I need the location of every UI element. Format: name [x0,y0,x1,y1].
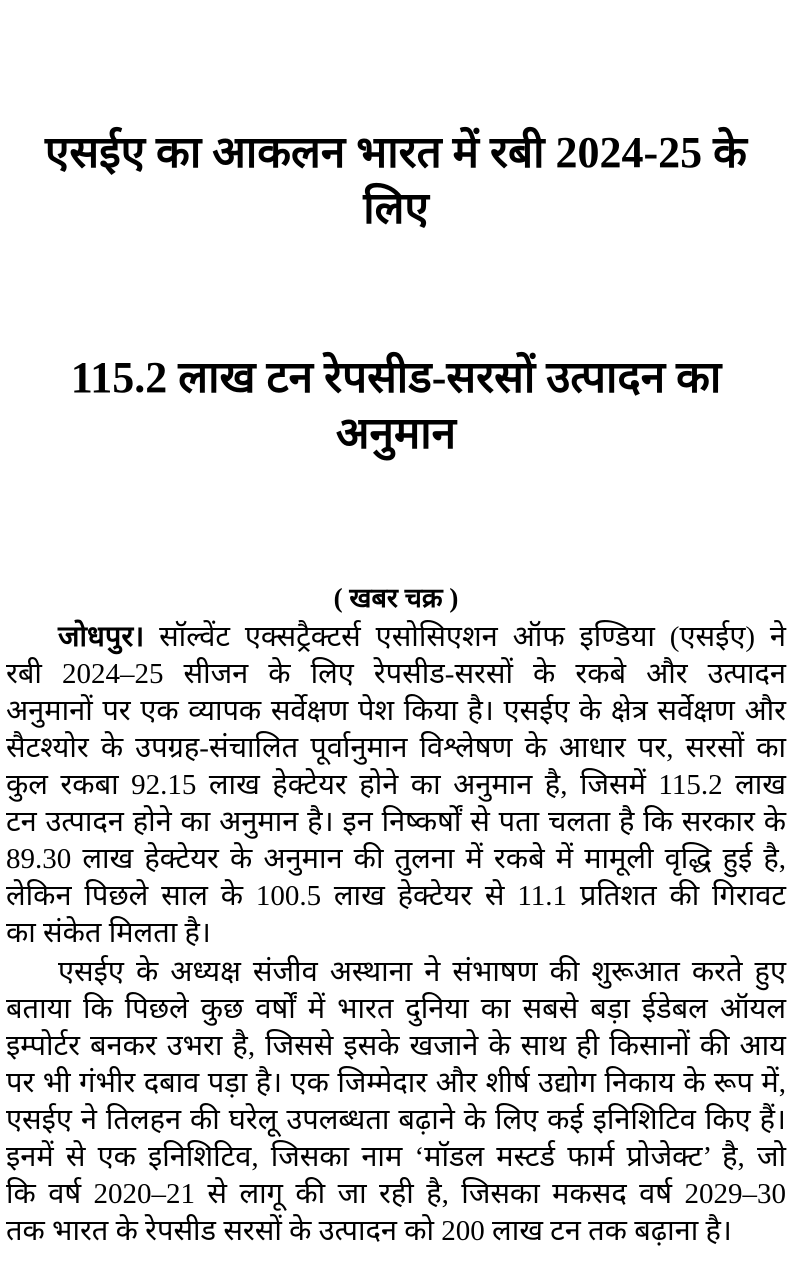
body-line: कि वर्ष 2020–21 से लागू की जा रही है, जिसका मकसद वर्ष 2029–30 [6,1178,786,1211]
body-line: एसईए के अध्यक्ष संजीव अस्थाना ने संभाषण की शुरूआत करते हुए [58,956,786,989]
paragraph-1 [6,619,786,952]
dateline: जोधपुर। [58,621,145,654]
article-headline [18,12,774,575]
body-line: लेकिन पिछले साल के 100.5 लाख हेक्टेयर से 11.1 प्रतिशत की गिरावट [6,880,786,913]
body-line: इम्पोर्टर बनकर उभरा है, जिससे इसके खजाने के साथ ही किसानों की आय [6,1030,786,1063]
body-line: एसईए ने तिलहन की घरेलू उपलब्धता बढ़ाने के लिए कई इनिशिटिव किए हैं। [6,1104,786,1137]
headline-line-1: एसईए का आकलन भारत में रबी 2024-25 के लिए [45,127,758,233]
body-line: इनमें से एक इनिशिटिव, जिसका नाम ‘मॉडल मस्टर्ड फार्म प्रोजेक्ट’ है, जो [6,1141,786,1174]
body-line [6,619,786,656]
headline-line-2: 115.2 लाख टन रेपसीड-सरसों उत्पादन का अनुमान [70,352,744,459]
body-line: अनुमानों पर एक व्यापक सर्वेक्षण पेश किया है। एसईए के क्षेत्र सर्वेक्षण और [6,695,786,728]
body-line: तक भारत के रेपसीड सरसों के उत्पादन को 200 लाख टन तक बढ़ाना है। [6,1215,732,1248]
body-line: टन उत्पादन होने का अनुमान है। इन निष्कर्षों से पता चलता है कि सरकार के [6,806,786,839]
body-line: रबी 2024–25 सीजन के लिए रेपसीड-सरसों के रकबे और उत्पादन [6,658,786,691]
body-line: पर भी गंभीर दबाव पड़ा है। एक जिम्मेदार और शीर्ष उद्योग निकाय के रूप में, [6,1067,786,1100]
body-line: बताया कि पिछले कुछ वर्षों में भारत दुनिया का सबसे बड़ा ईडेबल ऑयल [6,993,786,1026]
source-credit: ( खबर चक्र ) [333,583,459,614]
body-line-text: सॉल्वेंट एक्सट्रैक्टर्स एसोसिएशन ऑफ इण्डिया (एसईए) ने [144,621,786,654]
body-line: 89.30 लाख हेक्टेयर के अनुमान की तुलना में रकबे में मामूली वृद्धि हुई है, [6,843,786,876]
paragraph-2 [6,954,786,1250]
body-line: सैटश्योर के उपग्रह-संचालित पूर्वानुमान विश्लेषण के आधार पर, सरसों का [6,732,786,765]
article-header [6,12,786,615]
body-line: कुल रकबा 92.15 लाख हेक्टेयर होने का अनुमान है, जिसमें 115.2 लाख [6,769,786,802]
body-line: का संकेत मिलता है। [6,917,211,950]
article-body [6,619,786,1250]
